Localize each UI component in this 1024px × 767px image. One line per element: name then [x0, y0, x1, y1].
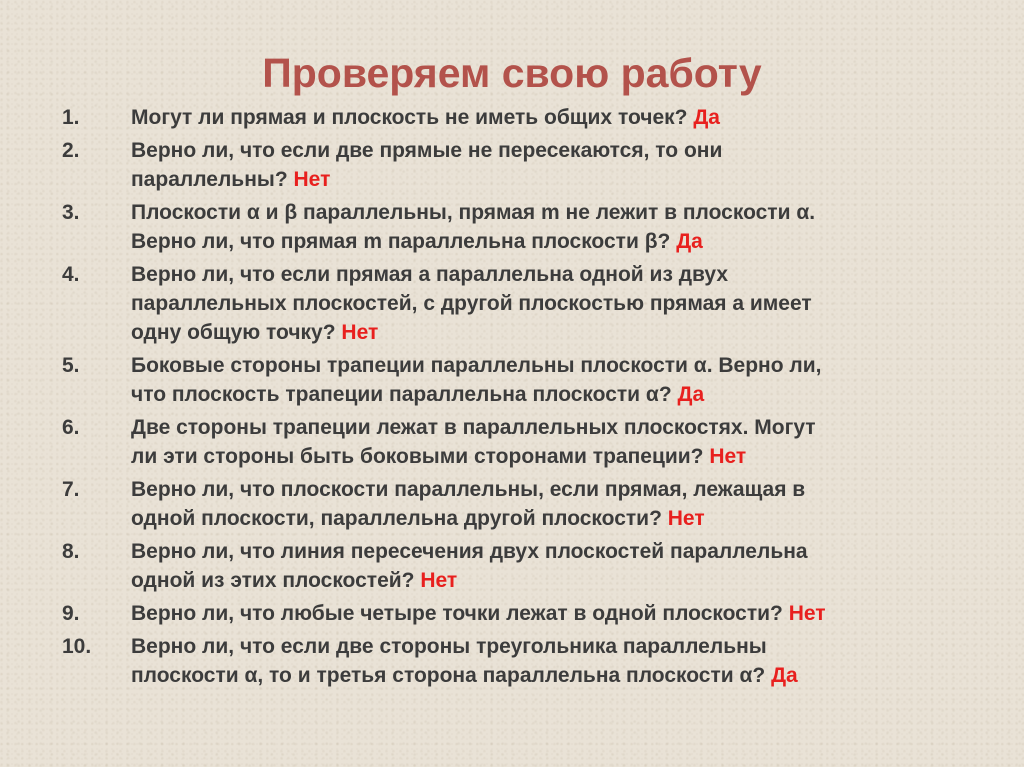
question-number: 8.: [62, 540, 80, 563]
question-text-wrapper: [131, 413, 962, 471]
question-item: [62, 260, 962, 347]
question-number: 2.: [62, 139, 80, 162]
question-number: 10.: [62, 635, 92, 658]
question-item: [62, 413, 962, 471]
question-text: Боковые стороны трапеции параллельны плоскости α. Верно ли, что плоскость трапеции параллельна плоскости α?: [131, 354, 822, 406]
answer-text: Да: [771, 664, 798, 687]
answer-text: Да: [693, 106, 720, 129]
question-item: [62, 351, 962, 409]
question-text-wrapper: [131, 475, 962, 533]
question-text-wrapper: [131, 599, 962, 628]
question-text-wrapper: [131, 351, 962, 409]
question-text: Верно ли, что любые четыре точки лежат в одной плоскости?: [131, 602, 783, 625]
question-item: [62, 103, 962, 132]
questions-list: [62, 103, 962, 694]
question-number: 6.: [62, 416, 80, 439]
question-text-wrapper: [131, 632, 962, 690]
question-text: Плоскости α и β параллельны, прямая m не лежит в плоскости α. Верно ли, что прямая m параллельна плоскости β?: [131, 201, 816, 253]
question-text-wrapper: [131, 103, 962, 132]
question-number: 5.: [62, 354, 80, 377]
question-text: Верно ли, что плоскости параллельны, если прямая, лежащая в одной плоскости, параллельна другой плоскости?: [131, 478, 806, 530]
question-item: [62, 198, 962, 256]
answer-text: Нет: [293, 168, 331, 191]
page-title: Проверяем свою работу: [262, 50, 762, 96]
answer-text: Нет: [420, 569, 458, 592]
question-text: Могут ли прямая и плоскость не иметь общих точек?: [131, 106, 688, 129]
question-number: 3.: [62, 201, 80, 224]
question-number: 7.: [62, 478, 80, 501]
question-item: [62, 136, 962, 194]
question-item: [62, 632, 962, 690]
answer-text: Нет: [709, 445, 747, 468]
answer-text: Нет: [341, 321, 379, 344]
question-text: Верно ли, что если две стороны треугольника параллельны плоскости α, то и третья сторона параллельна плоскости α?: [131, 635, 767, 687]
question-item: [62, 475, 962, 533]
question-text-wrapper: [131, 198, 962, 256]
question-number: 9.: [62, 602, 80, 625]
question-text-wrapper: [131, 136, 962, 194]
answer-text: Да: [677, 383, 705, 406]
answer-text: Да: [676, 230, 703, 253]
question-text: Верно ли, что если прямая а параллельна одной из двух параллельных плоскостей, с другой плоскостью прямая а имеет одну общую точку?: [131, 263, 812, 344]
answer-text: Нет: [667, 507, 705, 530]
answer-text: Нет: [788, 602, 826, 625]
question-text-wrapper: [131, 260, 962, 347]
question-text: Верно ли, что линия пересечения двух плоскостей параллельна одной из этих плоскостей?: [131, 540, 808, 592]
question-number: 4.: [62, 263, 80, 286]
question-item: [62, 599, 962, 628]
question-text: Две стороны трапеции лежат в параллельных плоскостях. Могут ли эти стороны быть боковыми сторонами трапеции?: [131, 416, 816, 468]
question-number: 1.: [62, 106, 80, 129]
question-item: [62, 537, 962, 595]
question-text-wrapper: [131, 537, 962, 595]
question-text: Верно ли, что если две прямые не пересекаются, то они параллельны?: [131, 139, 723, 191]
